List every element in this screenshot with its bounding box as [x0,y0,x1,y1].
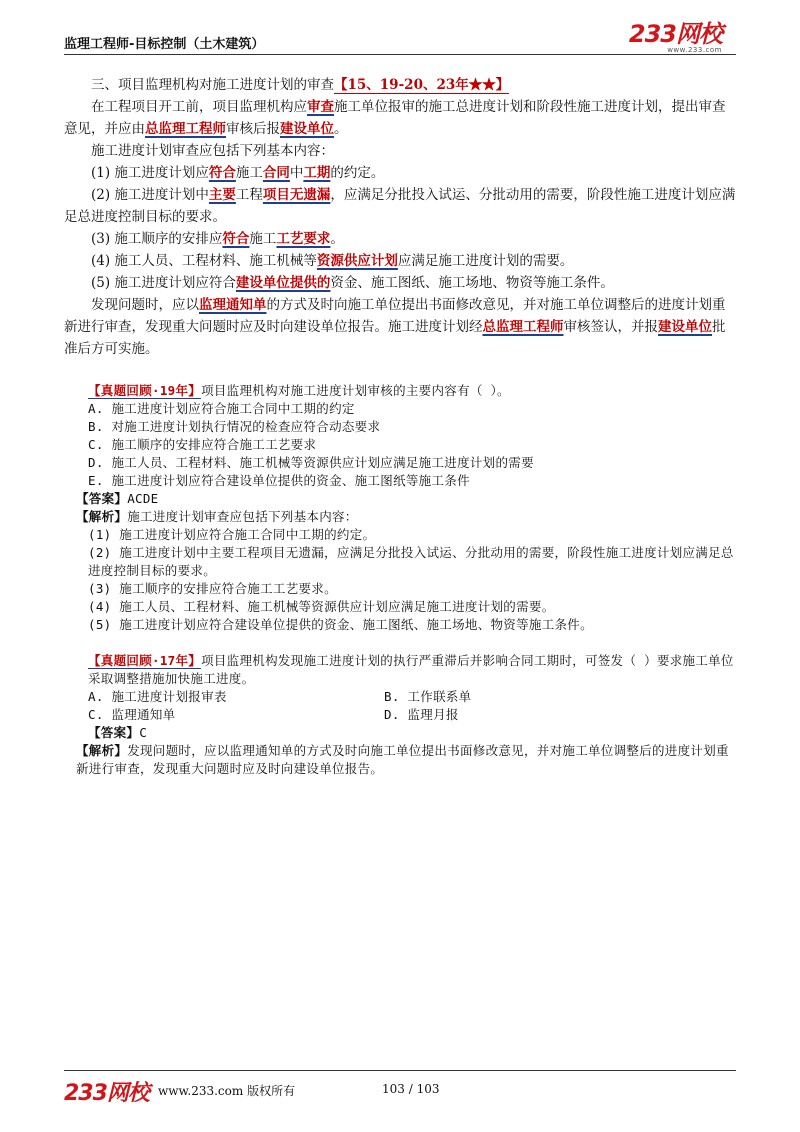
question-tag: 【真题回顾·17年】 [88,653,202,668]
analysis-item: (5) 施工进度计划应符合建设单位提供的资金、施工图纸、施工场地、物资等施工条件。 [88,617,593,632]
option-c: C. 施工顺序的安排应符合施工工艺要求 [88,437,317,452]
keyword: 总监理工程师 [145,121,226,137]
header-title: 监理工程师-目标控制（土木建筑） [64,37,265,52]
analysis: 【解析】施工进度计划审查应包括下列基本内容： [76,509,358,524]
paragraph-2: 施工进度计划审查应包括下列基本内容： [91,143,334,159]
question-2 [64,652,736,778]
list-item: (4) 施工人员、工程材料、施工机械等资源供应计划应满足施工进度计划的需要。 [91,253,574,269]
analysis-item: (3) 施工顺序的安排应符合施工工艺要求。 [88,581,337,596]
list-item: (1) 施工进度计划应符合施工合同中工期的约定。 [91,165,385,181]
brand-logo[interactable] [629,22,722,54]
footer-logo[interactable]: 233网校 [64,1081,149,1106]
list-item: (5) 施工进度计划应符合建设单位提供的资金、施工图纸、施工场地、物资等施工条件。 [91,275,614,291]
footer-copyright: www.233.com 版权所有 [158,1084,296,1098]
option-d: D. 施工人员、工程材料、施工机械等资源供应计划应满足施工进度计划的需要 [88,455,534,470]
option-b: B. 对施工进度计划执行情况的检查应符合动态要求 [88,419,381,434]
option-e: E. 施工进度计划应符合建设单位提供的资金、施工图纸等施工条件 [88,473,470,488]
option-d: D. 监理月报 [384,707,459,722]
analysis-item: (4) 施工人员、工程材料、施工机械等资源供应计划应满足施工进度计划的需要。 [88,599,555,614]
option-c: C. 监理通知单 [88,707,176,722]
question-1 [64,382,736,634]
frequency-tag: 【15、19-20、23年★★】 [334,77,510,93]
list-item: (2) 施工进度计划中主要工程项目无遗漏，应满足分批投入试运、分批动用的需要，阶段性施工进度计划应满足总进度控制目标的要求。 [64,187,736,225]
main-section [64,74,736,360]
keyword: 建设单位 [280,121,334,137]
page-number: 103 / 103 [382,1082,440,1096]
section-heading: 三、项目监理机构对施工进度计划的审查【15、19-20、23年★★】 [91,77,510,93]
analysis-item: (2) 施工进度计划中主要工程项目无遗漏，应满足分批投入试运、分批动用的需要，阶段性施工进度计划应满足总进度控制目标的要求。 [88,545,734,578]
question-tag: 【真题回顾·19年】 [88,383,202,398]
logo-subtext: www.233.com [667,46,722,54]
answer: 【答案】ACDE [76,491,159,506]
question-stem: 【真题回顾·17年】项目监理机构发现施工进度计划的执行严重滞后并影响合同工期时，可签发（ ）要求施工单位采取调整措施加快施工进度。 [88,653,734,686]
option-a: A. 施工进度计划报审表 [88,689,227,704]
keyword: 审查 [307,99,334,115]
answer: 【答案】C [88,725,148,740]
footer-divider [64,1070,736,1071]
options-row [64,688,736,706]
analysis-item: (1) 施工进度计划应符合施工合同中工期的约定。 [88,527,376,542]
paragraph-3: 发现问题时，应以监理通知单的方式及时向施工单位提出书面修改意见，并对施工单位调整后的进度计划重新进行审查，发现重大问题时应及时向建设单位报告。施工进度计划经总监理工程师审核签认，并报建设单位批准后方可实施。 [64,297,726,357]
logo-text: 233网校 [628,20,722,48]
option-a: A. 施工进度计划应符合施工合同中工期的约定 [88,401,355,416]
list-item: (3) 施工顺序的安排应符合施工工艺要求。 [91,231,344,247]
header-divider [64,54,736,55]
analysis: 【解析】发现问题时，应以监理通知单的方式及时向施工单位提出书面修改意见，并对施工单位调整后的进度计划重新进行审查，发现重大问题时应及时向建设单位报告。 [76,743,729,776]
question-stem: 【真题回顾·19年】项目监理机构对施工进度计划审核的主要内容有（ ）。 [88,383,510,398]
option-b: B. 工作联系单 [384,689,472,704]
paragraph-1: 在工程项目开工前，项目监理机构应审查施工单位报审的施工总进度计划和阶段性施工进度计划，提出审查意见，并应由总监理工程师审核后报建设单位。 [64,99,726,137]
options-row [64,706,736,724]
